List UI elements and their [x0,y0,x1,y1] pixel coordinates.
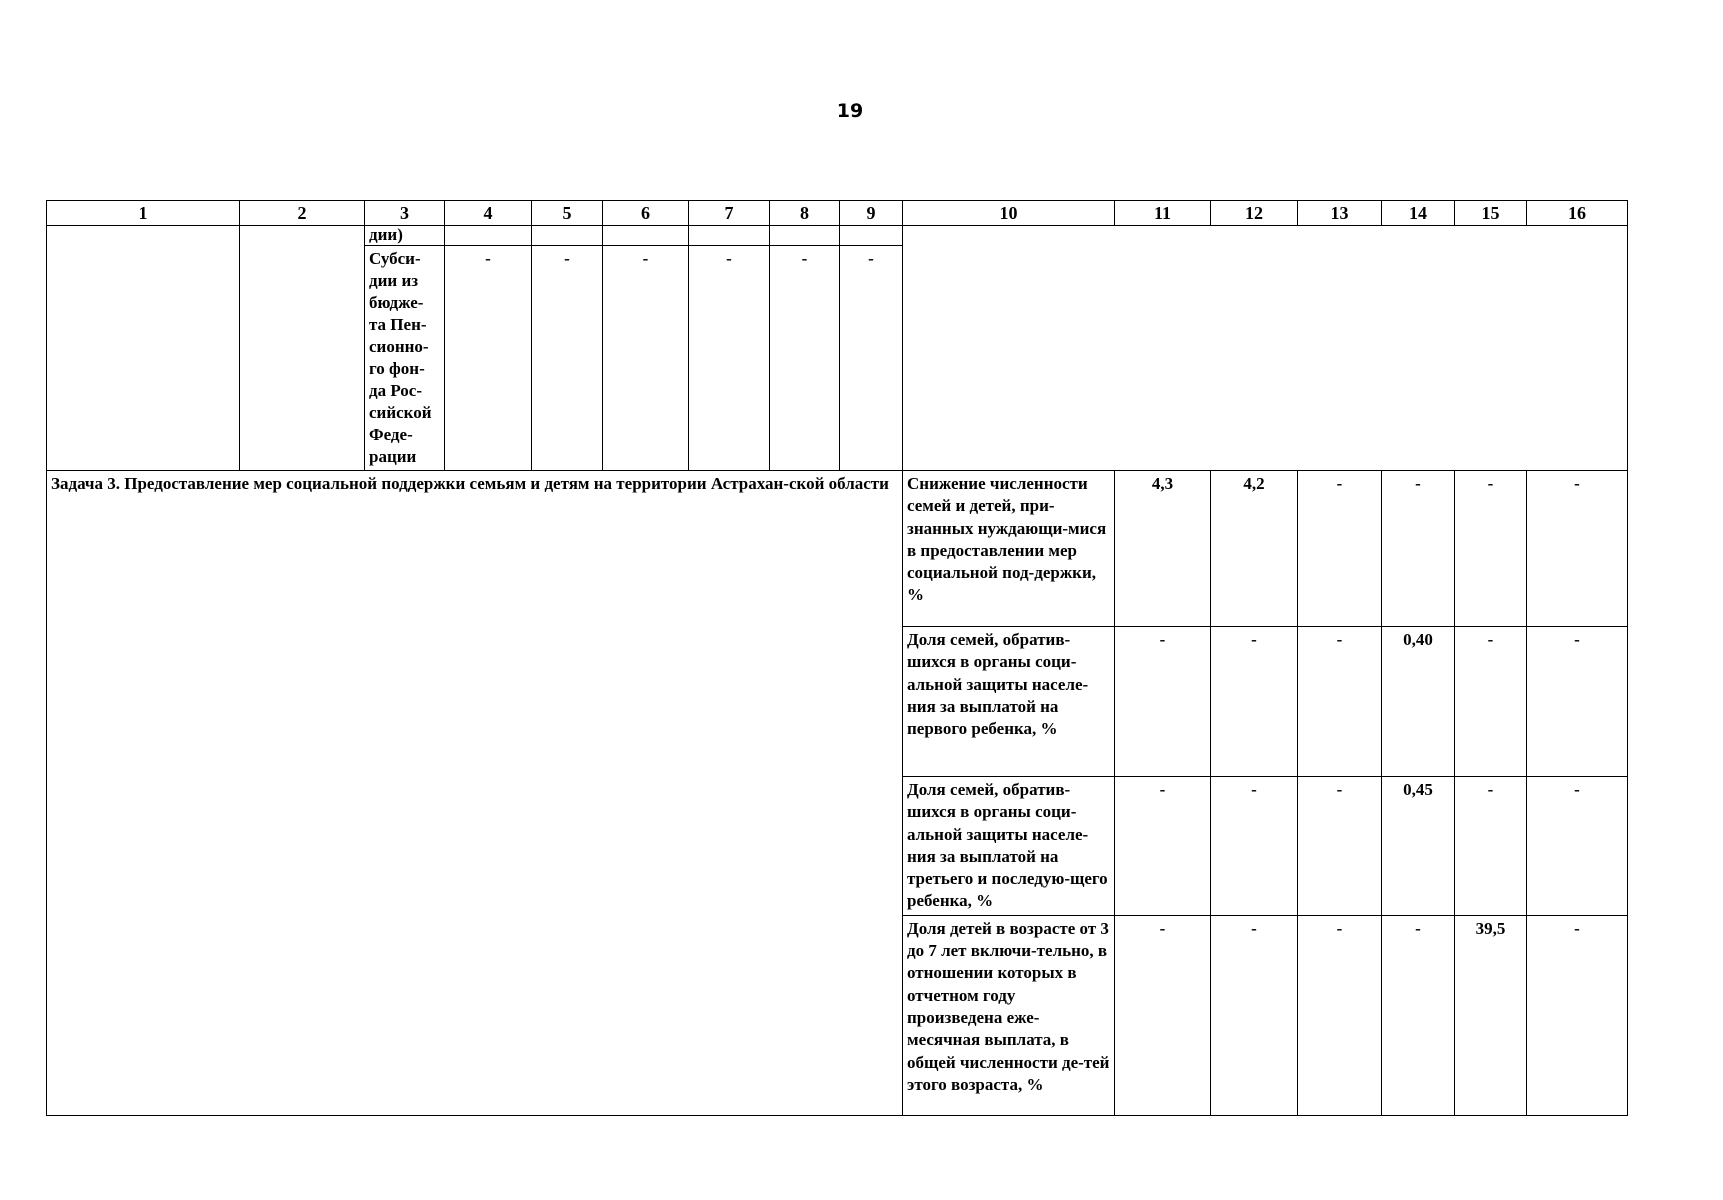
column-header: 3 [365,201,445,226]
indicator-value: 0,45 [1382,777,1455,916]
funding-value: - [840,246,903,471]
column-header: 14 [1382,201,1455,226]
indicator-value: 4,3 [1115,471,1211,627]
empty-cell [240,226,365,471]
task-description: Задача 3. Предоставление мер социальной поддержки семьям и детям на территории Астрахан-ской области [47,471,903,1116]
column-header: 8 [770,201,840,226]
funding-source: Субси- дии из бюдже- та Пен- сионно- го фон- да Рос- сийской Феде- рации [365,246,445,471]
column-header: 10 [903,201,1115,226]
empty-indicator-block [903,226,1628,471]
column-header: 5 [532,201,603,226]
indicator-value: - [1298,915,1382,1115]
funding-value [770,226,840,246]
indicator-value: 0,40 [1382,627,1455,777]
indicator-value: - [1455,627,1527,777]
indicator-name: Доля семей, обратив-шихся в органы соци-альной защиты населе-ния за выплатой на первого ребенка, % [903,627,1115,777]
indicator-value: - [1455,777,1527,916]
funding-value [689,226,770,246]
column-header: 12 [1211,201,1298,226]
indicator-value: - [1527,471,1628,627]
indicator-name: Доля детей в возрасте от 3 до 7 лет включи-тельно, в отношении которых в отчетном году произведена еже-месячная выплата, в общей численности де-тей этого возраста, % [903,915,1115,1115]
indicator-value: - [1455,471,1527,627]
indicator-value: - [1298,471,1382,627]
column-header: 7 [689,201,770,226]
column-header: 4 [445,201,532,226]
funding-value [840,226,903,246]
indicator-value: - [1115,777,1211,916]
indicator-value: - [1527,915,1628,1115]
funding-value: - [532,246,603,471]
indicator-value: - [1115,915,1211,1115]
column-header: 1 [47,201,240,226]
indicator-value: - [1298,777,1382,916]
funding-value: - [445,246,532,471]
indicator-value: - [1527,627,1628,777]
funding-value [603,226,689,246]
indicator-value: - [1211,627,1298,777]
funding-value [445,226,532,246]
indicator-name: Снижение численности семей и детей, при-знанных нуждающи-мися в предоставлении мер социальной под-держки, % [903,471,1115,627]
program-indicators-table [46,200,1628,1116]
column-header: 2 [240,201,365,226]
funding-value: - [770,246,840,471]
indicator-value: - [1298,627,1382,777]
indicator-value: - [1527,777,1628,916]
funding-value [532,226,603,246]
indicator-value: - [1211,777,1298,916]
indicator-value: - [1382,915,1455,1115]
column-header: 9 [840,201,903,226]
column-header: 6 [603,201,689,226]
column-header: 13 [1298,201,1382,226]
funding-value: - [603,246,689,471]
column-header: 15 [1455,201,1527,226]
indicator-value: - [1382,471,1455,627]
column-header: 16 [1527,201,1628,226]
indicator-value: - [1211,915,1298,1115]
funding-row [47,226,1628,246]
funding-source: дии) [365,226,445,246]
indicator-row [47,471,1628,627]
indicator-name: Доля семей, обратив-шихся в органы соци-альной защиты населе-ния за выплатой на третьего и последую-щего ребенка, % [903,777,1115,916]
column-header: 11 [1115,201,1211,226]
indicator-value: 39,5 [1455,915,1527,1115]
funding-value: - [689,246,770,471]
indicator-value: - [1115,627,1211,777]
empty-cell [47,226,240,471]
page-number: 19 [836,100,864,122]
header-row [47,201,1628,226]
indicator-value: 4,2 [1211,471,1298,627]
